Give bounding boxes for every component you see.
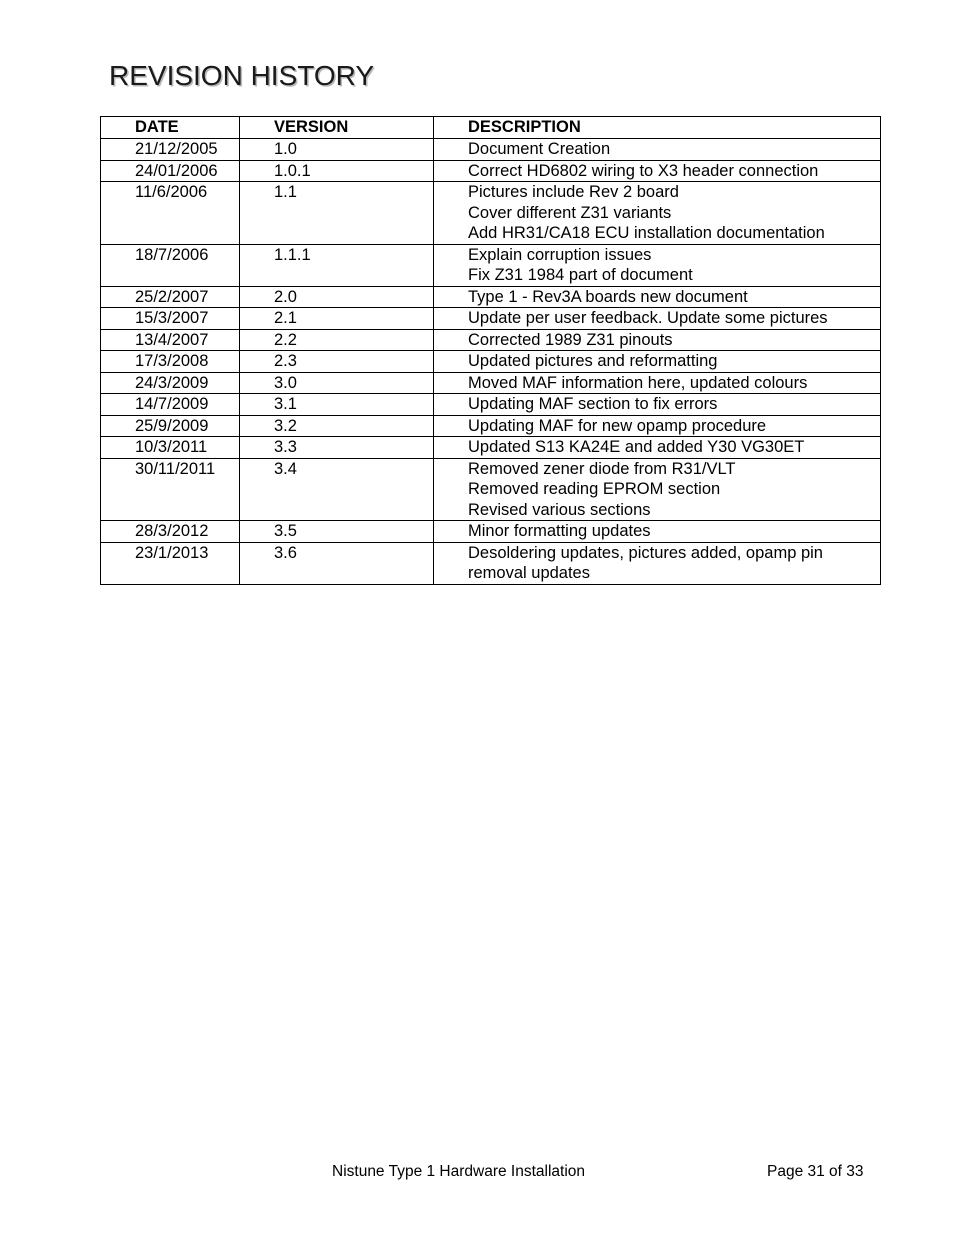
- table-row: [101, 351, 881, 373]
- cell-date: 30/11/2011: [101, 458, 240, 521]
- footer-document-title: Nistune Type 1 Hardware Installation: [332, 1163, 586, 1180]
- description-line: Revised various sections: [468, 500, 651, 519]
- table-body: [101, 139, 881, 585]
- table-row: [101, 415, 881, 437]
- cell-version: 3.6: [240, 542, 434, 584]
- cell-description: [434, 182, 881, 245]
- cell-version: 2.1: [240, 308, 434, 330]
- revision-table: [100, 116, 881, 585]
- header-date: DATE: [101, 117, 240, 139]
- description-line: Removed reading EPROM section: [468, 480, 721, 498]
- description-line: Updating MAF for new opamp procedure: [468, 416, 767, 435]
- description-line: Corrected 1989 Z31 pinouts: [468, 330, 673, 349]
- description-line: Updated pictures and reformatting: [468, 352, 718, 370]
- table-row: [101, 286, 881, 308]
- cell-date: 15/3/2007: [101, 308, 240, 330]
- description-line: Fix Z31 1984 part of document: [468, 266, 693, 284]
- table-row: [101, 244, 881, 286]
- cell-version: 2.3: [240, 351, 434, 373]
- cell-date: 28/3/2012: [101, 521, 240, 543]
- cell-description: [434, 351, 881, 373]
- table-row: [101, 308, 881, 330]
- table-row: [101, 372, 881, 394]
- cell-date: 13/4/2007: [101, 329, 240, 351]
- footer-page-number: Page 31 of 33: [767, 1163, 864, 1180]
- cell-description: [434, 372, 881, 394]
- description-line: Moved MAF information here, updated colours: [468, 373, 808, 392]
- cell-date: 23/1/2013: [101, 542, 240, 584]
- description-line: Update per user feedback. Update some pictures: [468, 309, 828, 327]
- cell-description: [434, 394, 881, 416]
- page-title: REVISION HISTORY: [109, 60, 375, 91]
- cell-version: 3.4: [240, 458, 434, 521]
- description-line: Minor formatting updates: [468, 522, 651, 540]
- cell-version: 3.5: [240, 521, 434, 543]
- description-line: Explain corruption issues: [468, 245, 652, 264]
- table-row: [101, 542, 881, 584]
- cell-description: [434, 521, 881, 543]
- cell-version: 3.3: [240, 437, 434, 459]
- cell-version: 3.0: [240, 372, 434, 394]
- table-row: [101, 139, 881, 161]
- cell-description: [434, 437, 881, 459]
- cell-description: [434, 244, 881, 286]
- cell-version: 1.0.1: [240, 160, 434, 182]
- description-line: Document Creation: [468, 140, 611, 158]
- cell-version: 1.1: [240, 182, 434, 245]
- table-row: [101, 160, 881, 182]
- cell-description: [434, 160, 881, 182]
- cell-date: 11/6/2006: [101, 182, 240, 245]
- table-row: [101, 437, 881, 459]
- table-row: [101, 182, 881, 245]
- cell-description: [434, 139, 881, 161]
- cell-date: 24/01/2006: [101, 160, 240, 182]
- description-line: Correct HD6802 wiring to X3 header connection: [468, 161, 819, 180]
- description-line: Pictures include Rev 2 board: [468, 183, 679, 201]
- table-row: [101, 521, 881, 543]
- cell-version: 3.2: [240, 415, 434, 437]
- description-line: Add HR31/CA18 ECU installation documentation: [468, 224, 825, 242]
- cell-version: 2.0: [240, 286, 434, 308]
- cell-description: [434, 458, 881, 521]
- cell-date: 14/7/2009: [101, 394, 240, 416]
- description-line: Updated S13 KA24E and added Y30 VG30ET: [468, 438, 805, 456]
- description-line: Removed zener diode from R31/VLT: [468, 459, 736, 478]
- cell-date: 17/3/2008: [101, 351, 240, 373]
- cell-date: 25/2/2007: [101, 286, 240, 308]
- description-line: Desoldering updates, pictures added, opamp pin removal updates: [468, 543, 823, 582]
- header-version: VERSION: [240, 117, 434, 139]
- description-line: Type 1 - Rev3A boards new document: [468, 287, 748, 306]
- table-row: [101, 394, 881, 416]
- cell-date: 10/3/2011: [101, 437, 240, 459]
- cell-version: 2.2: [240, 329, 434, 351]
- cell-date: 18/7/2006: [101, 244, 240, 286]
- cell-description: [434, 308, 881, 330]
- cell-date: 21/12/2005: [101, 139, 240, 161]
- description-line: Updating MAF section to fix errors: [468, 395, 718, 413]
- description-line: Cover different Z31 variants: [468, 203, 672, 222]
- cell-description: [434, 329, 881, 351]
- cell-date: 24/3/2009: [101, 372, 240, 394]
- cell-version: 1.1.1: [240, 244, 434, 286]
- table-header-row: [101, 117, 881, 139]
- cell-date: 25/9/2009: [101, 415, 240, 437]
- cell-version: 3.1: [240, 394, 434, 416]
- cell-description: [434, 415, 881, 437]
- cell-description: [434, 286, 881, 308]
- table-row: [101, 329, 881, 351]
- cell-version: 1.0: [240, 139, 434, 161]
- header-description: DESCRIPTION: [434, 117, 881, 139]
- cell-description: [434, 542, 881, 584]
- table-row: [101, 458, 881, 521]
